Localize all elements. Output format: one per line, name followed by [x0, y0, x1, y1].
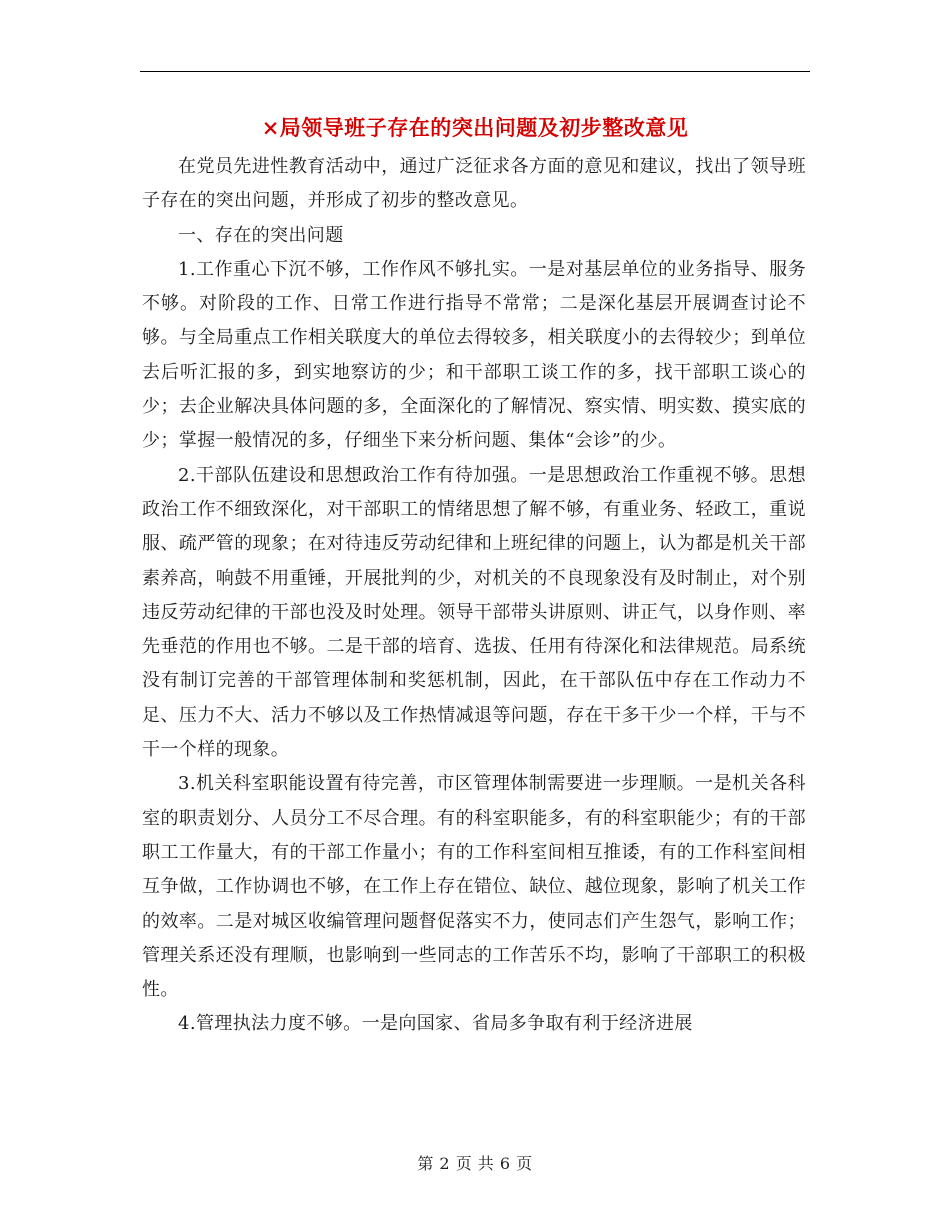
paragraph-item-1: 1.工作重心下沉不够，工作作风不够扎实。一是对基层单位的业务指导、服务不够。对阶段的工作、日常工作进行指导不常常；二是深化基层开展调查讨论不够。与全局重点工作相关联度大的单位去得较多，相关联度小的去得较少；到单位去后听汇报的多，到实地察访的少；和干部职工谈工作的多，找干部职工谈心的少；去企业解决具体问题的多，全面深化的了解情况、察实情、明实数、摸实底的少；掌握一般情况的多，仔细坐下来分析问题、集体“会诊”的少。: [142, 258, 806, 452]
document-body: [142, 150, 806, 1042]
document-title: ×局领导班子存在的突出问题及初步整改意见: [261, 115, 689, 140]
paragraph-item-3: 3.机关科室职能设置有待完善，市区管理体制需要进一步理顺。一是机关各科室的职责划分、人员分工不尽合理。有的科室职能多，有的科室职能少；有的干部职工工作量大，有的干部工作量小；有的工作科室间相互推诿，有的工作科室间相互争做，工作协调也不够，在工作上存在错位、缺位、越位现象，影响了机关工作的效率。二是对城区收编管理问题督促落实不力，使同志们产生怨气，影响工作；管理关系还没有理顺，也影响到一些同志的工作苦乐不均，影响了干部职工的积极性。: [142, 773, 806, 1001]
page-number: 第 2 页 共 6 页: [417, 1154, 533, 1173]
header-rule: [140, 71, 810, 72]
page-footer: [0, 1152, 950, 1176]
paragraph-item-2: 2.干部队伍建设和思想政治工作有待加强。一是思想政治工作重视不够。思想政治工作不细致深化，对干部职工的情绪思想了解不够，有重业务、轻政工，重说服、疏严管的现象；在对待违反劳动纪律和上班纪律的问题上，认为都是机关干部素养高，响鼓不用重锤，开展批判的少，对机关的不良现象没有及时制止，对个别违反劳动纪律的干部也没及时处理。领导干部带头讲原则、讲正气，以身作则、率先垂范的作用也不够。二是干部的培育、选拔、任用有待深化和法律规范。局系统没有制订完善的干部管理体制和奖惩机制，因此，在干部队伍中存在工作动力不足、压力不大、活力不够以及工作热情减退等问题，存在干多干少一个样，干与不干一个样的现象。: [142, 464, 806, 761]
paragraph-item-4: 4.管理执法力度不够。一是向国家、省局多争取有利于经济进展: [178, 1013, 693, 1035]
section-heading: 一、存在的突出问题: [178, 224, 344, 246]
paragraph-intro: 在党员先进性教育活动中，通过广泛征求各方面的意见和建议，找出了领导班子存在的突出问题，并形成了初步的整改意见。: [142, 156, 806, 212]
